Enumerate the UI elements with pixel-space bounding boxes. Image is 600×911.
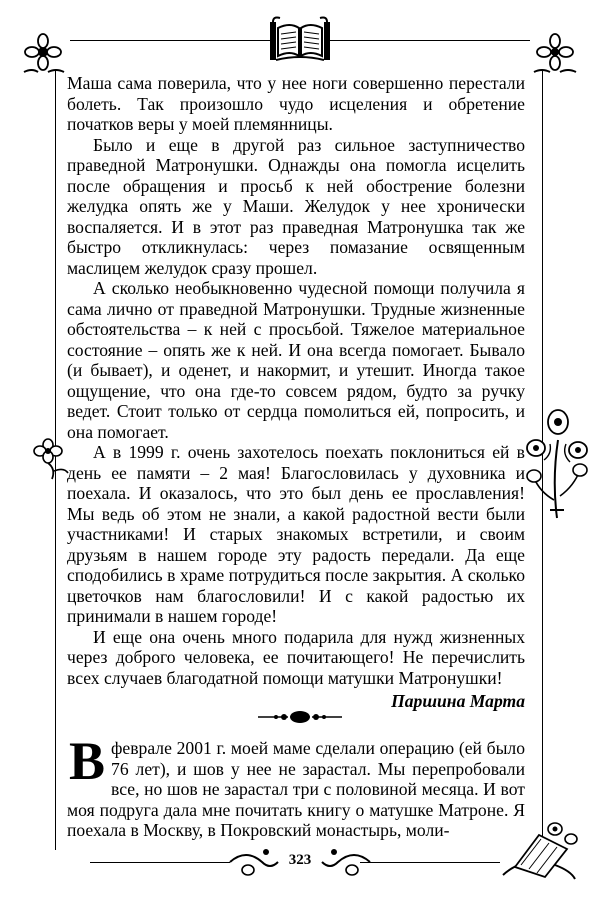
flower-ornament-icon (18, 30, 68, 78)
paragraph: А в 1999 г. очень захотелось поехать поклониться ей в день ее памяти – 2 мая! Благословилась у духовника и поехала. И оказалось, что это был день ее прославления! Мы ведь об этом не знали, а какой радостной вести были участниками! И старых знакомых встретили, и своим друзьям в нашем городе эту радость передали. Да еще сподобились в храме потрудиться после закрытия. А сколько цветочков нам благословили! И с какой радостью их принимали в нашем городе! (67, 442, 525, 626)
drop-cap: В (69, 731, 106, 791)
story-text (67, 731, 525, 841)
page-number: 323 (288, 852, 312, 868)
author-signature: Паршина Марта (391, 691, 525, 711)
book-icon (268, 16, 332, 66)
bouquet-icon (522, 400, 592, 520)
paragraph: А сколько необыкновенно чудесной помощи получила я сама лично от праведной Матронушки. Трудные жизненные обстоятельства – к ней с просьбой. Тяжелое материальное состояние – опять же к ней. И она всегда помогает. Бывало (и бывает), и оденет, и накормит, и утешит. Иногда такое ощущение, что она где-то совсем рядом, будто за ручку ведет. Стоит только от сердца помолиться ей, попросить, и она помогает. (67, 278, 525, 442)
flower-ornament-icon (530, 30, 580, 78)
paragraph: Маша сама поверила, что у нее ноги совершенно перестали болеть. Так произошло чудо исцеления и обретение початков веры у моей племянницы. (67, 73, 525, 134)
story-paragraph: феврале 2001 г. моей маме сделали операцию (ей было 76 лет), и шов у нее не зарастал. Мы перепробовали все, но шов не зарастал три с половиной месяца. И вот моя подруга дала мне почитать книгу о матушке Матроне. Я поехала в Москву, в Покровский монастырь, моли- (67, 738, 525, 840)
paragraph: И еще она очень много подарила для нужд жизненных через доброго человека, ее почитающего! Не перечислить всех случаев благодатной помощи матушки Матронушки! (67, 626, 525, 688)
frame-top-right-line (325, 40, 530, 41)
paragraph: Было и еще в другой раз сильное заступничество праведной Матронушки. Однажды она помогла исцелить после обращения и просьб к ней обострение болезни желудка опять же у Маши. Желудок у нее хронически воспаляется. И в этот раз праведная Матронушка так же быстро откликнулась: через помазание освященным маслицем желудок сразу прошел. (67, 134, 525, 278)
frame-bottom-right-line (360, 862, 500, 863)
frame-top-left-line (70, 40, 275, 41)
frame-bottom-left-line (90, 862, 230, 863)
main-text (67, 73, 525, 712)
divider-ornament-icon (258, 708, 342, 726)
